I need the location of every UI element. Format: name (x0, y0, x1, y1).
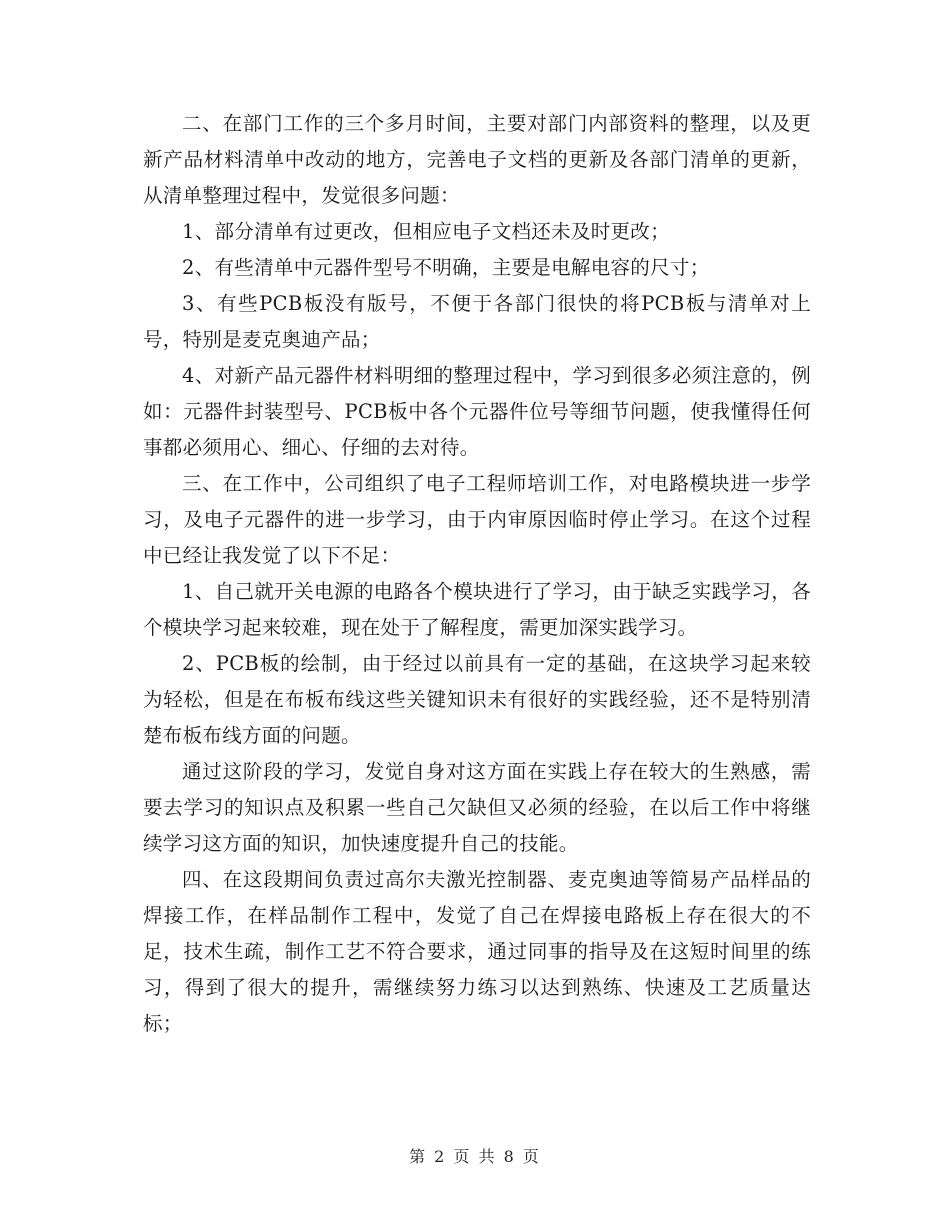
page-footer (0, 1144, 950, 1167)
paragraph-section-three: 三、在工作中，公司组织了电子工程师培训工作，对电路模块进一步学习，及电子元器件的进一步学习，由于内审原因临时停止学习。在这个过程中已经让我发觉了以下不足： (143, 472, 811, 567)
total-pages-number: 8 (503, 1147, 516, 1166)
paragraph-item-4: 4、对新产品元器件材料明细的整理过程中，学习到很多必须注意的，例如：元器件封装型号、PCB板中各个元器件位号等细节问题，使我懂得任何事都必须用心、细心、仔细的去对待。 (143, 364, 811, 459)
paragraph-section-two: 二、在部门工作的三个多月时间，主要对部门内部资料的整理，以及更新产品材料清单中改动的地方，完善电子文档的更新及各部门清单的更新，从清单整理过程中，发觉很多问题： (143, 112, 811, 207)
paragraph-summary: 通过这阶段的学习，发觉自身对这方面在实践上存在较大的生熟感，需要去学习的知识点及积累一些自己欠缺但又必须的经验，在以后工作中将继续学习这方面的知识，加快速度提升自己的技能。 (143, 760, 811, 855)
current-page-number: 2 (434, 1147, 447, 1166)
footer-prefix: 第 (409, 1147, 428, 1166)
paragraph-section-four: 四、在这段期间负责过高尔夫激光控制器、麦克奥迪等简易产品样品的焊接工作，在样品制作工程中，发觉了自己在焊接电路板上存在很大的不足，技术生疏，制作工艺不符合要求，通过同事的指导及在这短时间里的练习，得到了很大的提升，需继续努力练习以达到熟练、快速及工艺质量达标； (143, 868, 811, 1035)
footer-middle: 页 共 (453, 1147, 497, 1166)
footer-suffix: 页 (522, 1147, 541, 1166)
paragraph-item-3: 3、有些PCB板没有版号，不便于各部门很快的将PCB板与清单对上号，特别是麦克奥迪产品； (143, 292, 811, 351)
paragraph-item-2: 2、有些清单中元器件型号不明确，主要是电解电容的尺寸； (182, 256, 710, 279)
paragraph-item-1: 1、部分清单有过更改，但相应电子文档还未及时更改； (182, 220, 670, 243)
paragraph-sub-item-1: 1、自己就开关电源的电路各个模块进行了学习，由于缺乏实践学习，各个模块学习起来较难，现在处于了解程度，需更加深实践学习。 (143, 580, 811, 639)
paragraph-sub-item-2: 2、PCB板的绘制，由于经过以前具有一定的基础，在这块学习起来较为轻松，但是在布板布线这些关键知识未有很好的实践经验，还不是特别清楚布板布线方面的问题。 (143, 652, 811, 747)
document-body (143, 106, 811, 1042)
